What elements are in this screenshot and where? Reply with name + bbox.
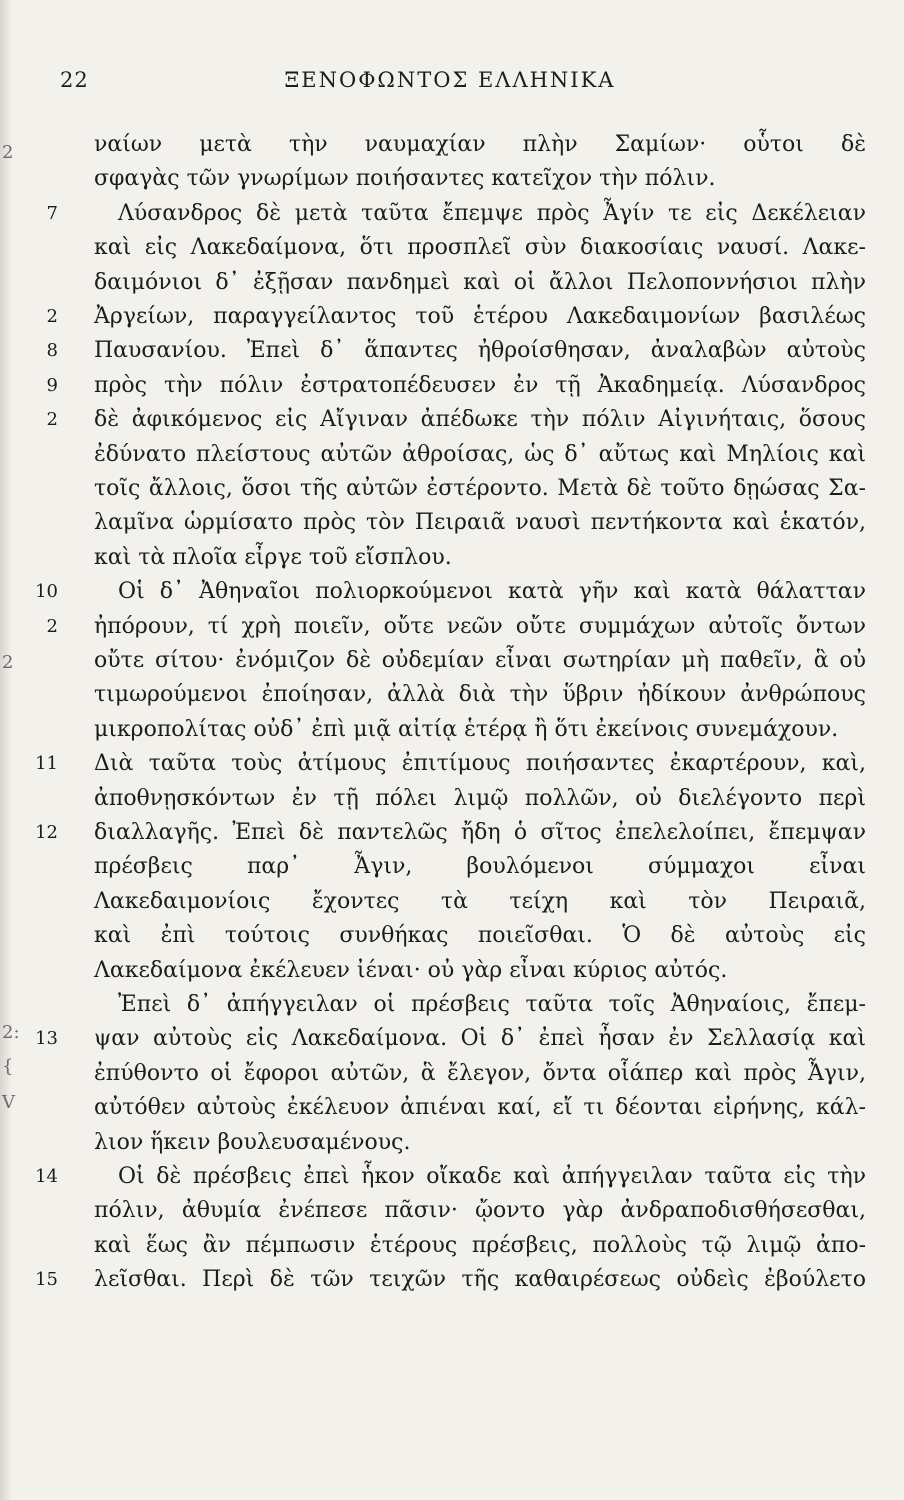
- page-number: 22: [60, 68, 89, 92]
- text-line: ἐπύθοντο οἱ ἔφοροι αὐτῶν, ἃ ἔλεγον, ὄντα οἷάπερ καὶ πρὸς Ἆγιν,: [94, 1061, 866, 1086]
- text-line: ναίων μετὰ τὴν ναυμαχίαν πλὴν Σαμίων· οὗτοι δὲ: [94, 132, 866, 157]
- margin-section-number: 12: [35, 822, 58, 843]
- text-line: Οἱ δὲ πρέσβεις ἐπεὶ ἧκον οἴκαδε καὶ ἀπήγγειλαν ταῦτα εἰς τὴν: [118, 1164, 866, 1189]
- margin-section-number: 2: [46, 409, 58, 430]
- text-line: μικροπολίτας οὐδ᾽ ἐπὶ μιᾷ αἰτίᾳ ἑτέρᾳ ἢ ὅτι ἐκείνοις συνεμάχουν.: [94, 717, 839, 742]
- text-line: λαμῖνα ὡρμίσατο πρὸς τὸν Πειραιᾶ ναυσὶ πεντήκοντα καὶ ἑκατόν,: [94, 510, 866, 535]
- margin-section-number: 13: [35, 1028, 58, 1049]
- running-title: ΞΕΝΟΦΩΝΤΟΣ ΕΛΛΗΝΙΚΑ: [284, 68, 616, 92]
- margin-section-number: 14: [35, 1166, 58, 1187]
- text-line: λεῖσθαι. Περὶ δὲ τῶν τειχῶν τῆς καθαιρέσεως οὐδεὶς ἐβούλετο: [94, 1267, 866, 1292]
- text-line: Οἱ δ᾽ Ἀθηναῖοι πολιορκούμενοι κατὰ γῆν καὶ κατὰ θάλατταν: [118, 579, 866, 604]
- text-line: δὲ ἀφικόμενος εἰς Αἴγιναν ἀπέδωκε τὴν πόλιν Αἰγινήταις, ὅσους: [94, 407, 866, 432]
- text-line: Διὰ ταῦτα τοὺς ἀτίμους ἐπιτίμους ποιήσαντες ἐκαρτέρουν, καὶ,: [94, 751, 866, 776]
- text-line: ἠπόρουν, τί χρὴ ποιεῖν, οὔτε νεῶν οὔτε συμμάχων αὐτοῖς ὄντων: [94, 614, 866, 639]
- text-line: Παυσανίου. Ἐπεὶ δ᾽ ἅπαντες ἠθροίσθησαν, ἀναλαβὼν αὐτοὺς: [94, 338, 866, 363]
- text-line: αὐτόθεν αὐτοὺς ἐκέλευον ἀπιέναι καί, εἴ τι δέονται εἰρήνης, κάλ-: [94, 1095, 866, 1120]
- stray-margin-mark: 2: [2, 652, 14, 673]
- text-line: τοῖς ἄλλοις, ὅσοι τῆς αὐτῶν ἐστέροντο. Μετὰ δὲ τοῦτο δῃώσας Σα-: [94, 476, 866, 501]
- text-line: λιον ἥκειν βουλευσαμένους.: [94, 1130, 411, 1155]
- text-line: τιμωρούμενοι ἐποίησαν, ἀλλὰ διὰ τὴν ὕβριν ἠδίκουν ἀνθρώπους: [94, 682, 866, 707]
- text-line: Ἐπεὶ δ᾽ ἀπήγγειλαν οἱ πρέσβεις ταῦτα τοῖς Ἀθηναίοις, ἔπεμ-: [118, 992, 866, 1017]
- margin-section-number: 2: [46, 306, 58, 327]
- text-line: δαιμόνιοι δ᾽ ἐξῇσαν πανδημεὶ καὶ οἱ ἄλλοι Πελοποννήσιοι πλὴν: [94, 270, 866, 295]
- text-line: Ἀργείων, παραγγείλαντος τοῦ ἑτέρου Λακεδαιμονίων βασιλέως: [94, 304, 866, 329]
- text-line: πρέσβεις παρ᾽ Ἆγιν, βουλόμενοι σύμμαχοι εἶναι: [94, 854, 866, 879]
- stray-margin-mark: 2: [2, 142, 14, 163]
- text-line: καὶ ἐπὶ τούτοις συνθήκας ποιεῖσθαι. Ὁ δὲ αὐτοὺς εἰς: [94, 923, 866, 948]
- margin-section-number: 10: [35, 581, 58, 602]
- text-line: ἀποθνῃσκόντων ἐν τῇ πόλει λιμῷ πολλῶν, οὐ διελέγοντο περὶ: [94, 786, 866, 811]
- text-line: Λακεδαιμονίοις ἔχοντες τὰ τείχη καὶ τὸν Πειραιᾶ,: [94, 889, 866, 914]
- text-line: καὶ ἕως ἂν πέμπωσιν ἑτέρους πρέσβεις, πολλοὺς τῷ λιμῷ ἀπο-: [94, 1233, 866, 1258]
- text-line: Λύσανδρος δὲ μετὰ ταῦτα ἔπεμψε πρὸς Ἆγίν τε εἰς Δεκέλειαν: [118, 201, 866, 226]
- margin-section-number: 7: [46, 203, 58, 224]
- margin-section-number: 8: [46, 340, 58, 361]
- text-line: διαλλαγῆς. Ἐπεὶ δὲ παντελῶς ἤδη ὁ σῖτος ἐπελελοίπει, ἔπεμψαν: [94, 820, 866, 845]
- text-line: πρὸς τὴν πόλιν ἐστρατοπέδευσεν ἐν τῇ Ἀκαδημείᾳ. Λύσανδρος: [94, 373, 866, 398]
- margin-section-number: 9: [46, 375, 58, 396]
- text-line: σφαγὰς τῶν γνωρίμων ποιήσαντες κατεῖχον τὴν πόλιν.: [94, 166, 716, 191]
- page-header: [60, 68, 840, 102]
- margin-section-number: 2: [46, 616, 58, 637]
- margin-section-number: 11: [35, 753, 58, 774]
- text-line: οὔτε σίτου· ἐνόμιζον δὲ οὐδεμίαν εἶναι σωτηρίαν μὴ παθεῖν, ἃ οὐ: [94, 648, 866, 673]
- text-line: Λακεδαίμονα ἐκέλευεν ἰέναι· οὐ γὰρ εἶναι κύριος αὐτός.: [94, 958, 728, 983]
- stray-margin-mark: {: [2, 1056, 14, 1077]
- margin-section-number: 15: [35, 1269, 58, 1290]
- stray-margin-mark: V: [2, 1092, 15, 1113]
- stray-margin-mark: 2:: [2, 1022, 20, 1043]
- text-line: ψαν αὐτοὺς εἰς Λακεδαίμονα. Οἱ δ᾽ ἐπεὶ ἦσαν ἐν Σελλασίᾳ καὶ: [94, 1026, 866, 1051]
- page-edge-shadow: [0, 0, 12, 1500]
- text-line: καὶ εἰς Λακεδαίμονα, ὅτι προσπλεῖ σὺν διακοσίαις ναυσί. Λακε-: [94, 235, 866, 260]
- text-line: πόλιν, ἀθυμία ἐνέπεσε πᾶσιν· ᾤοντο γὰρ ἀνδραποδισθήσεσθαι,: [94, 1198, 866, 1223]
- text-line: καὶ τὰ πλοῖα εἶργε τοῦ εἴσπλου.: [94, 545, 452, 570]
- text-line: ἐδύνατο πλείστους αὐτῶν ἀθροίσας, ὡς δ᾽ αὔτως καὶ Μηλίοις καὶ: [94, 442, 866, 467]
